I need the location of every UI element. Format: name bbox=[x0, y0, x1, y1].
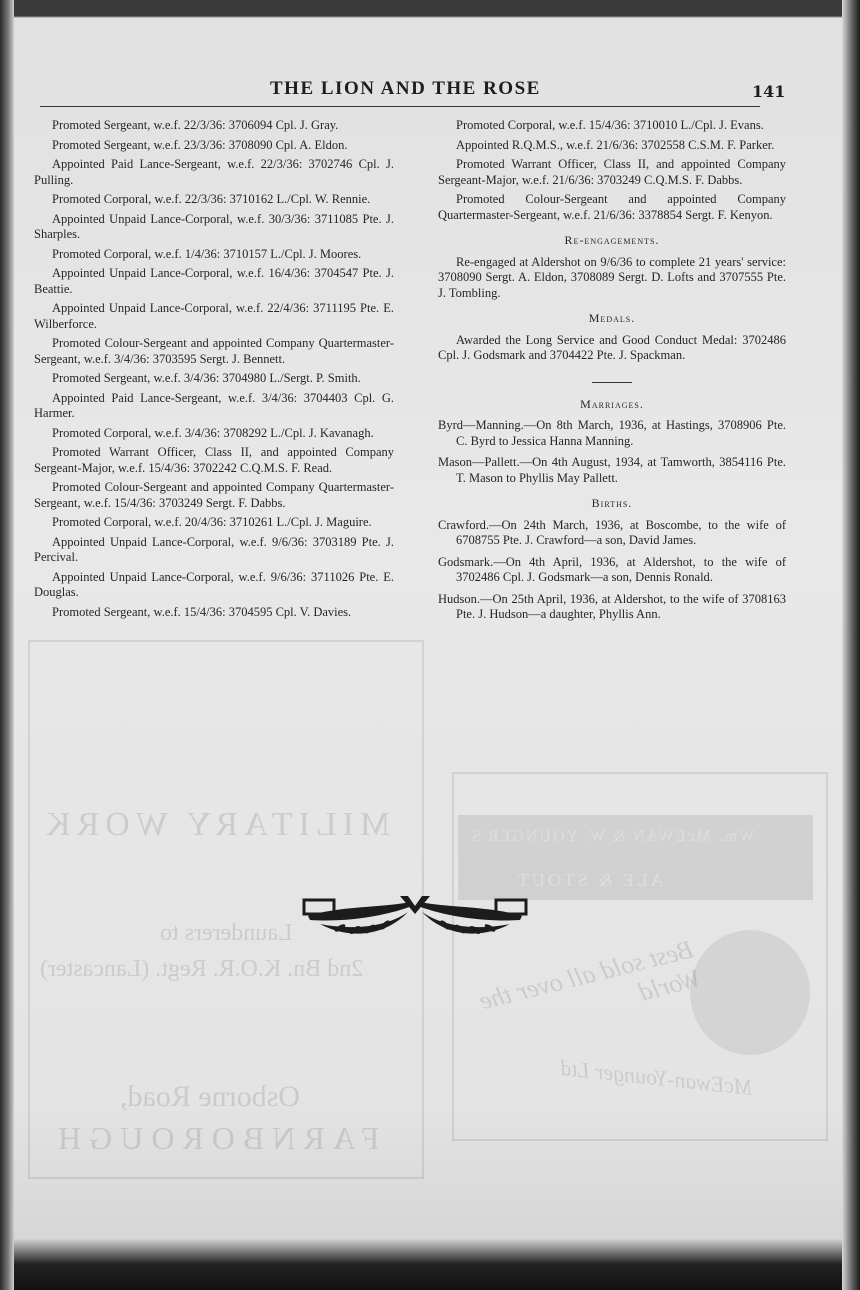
ghost-launderers: Launderers to bbox=[160, 920, 293, 946]
laurel-ornament-icon bbox=[300, 892, 530, 942]
birth-name: Crawford. bbox=[438, 517, 490, 532]
promotion-entry: Promoted Corporal, w.e.f. 20/4/36: 3710261 L./Cpl. J. Maguire. bbox=[52, 515, 372, 529]
right-column bbox=[438, 118, 786, 629]
promotion-entry: Promoted Corporal, w.e.f. 3/4/36: 3708292 L./Cpl. J. Kavanagh. bbox=[52, 425, 374, 440]
marriage-entry bbox=[438, 418, 786, 449]
promotion-entry: Promoted Corporal, w.e.f. 15/4/36: 3710010 L./Cpl. J. Evans. bbox=[456, 118, 764, 132]
ghost-military-work: MILITARY WORK bbox=[40, 806, 391, 843]
birth-entry bbox=[438, 555, 786, 586]
marriage-entry bbox=[438, 455, 786, 486]
promotion-entry: Appointed Unpaid Lance-Corporal, w.e.f. 30/3/36: 3711085 Pte. J. Sharples. bbox=[34, 211, 394, 241]
promotion-entry: Promoted Sergeant, w.e.f. 15/4/36: 3704595 Cpl. V. Davies. bbox=[52, 604, 352, 619]
promotion-entry: Promoted Colour-Sergeant and appointed Company Quartermaster-Sergeant, w.e.f. 3/4/36: 3703595 Sergt. J. Bennett. bbox=[34, 336, 394, 366]
birth-text: —On 25th April, 1936, at Aldershot, to the wife of 3708163 Pte. J. Hudson—a daughter, Phyllis Ann. bbox=[456, 591, 786, 621]
ghost-ale: ALE & STOUT bbox=[515, 870, 664, 890]
section-divider bbox=[592, 382, 632, 383]
promotion-entry: Appointed R.Q.M.S., w.e.f. 21/6/36: 3702558 C.S.M. F. Parker. bbox=[456, 137, 775, 152]
promotion-entry: Promoted Sergeant, w.e.f. 22/3/36: 3706094 Cpl. J. Gray. bbox=[52, 118, 339, 132]
promotion-entry: Appointed Paid Lance-Sergeant, w.e.f. 22/3/36: 3702746 Cpl. J. Pulling. bbox=[34, 157, 394, 187]
re-engagements-heading: Re-engagements. bbox=[564, 233, 660, 247]
promotion-entry: Promoted Warrant Officer, Class II, and appointed Company Sergeant-Major, w.e.f. 15/4/36: 3702242 C.Q.M.S. F. Read. bbox=[34, 445, 394, 475]
ghost-ad-medallion bbox=[690, 930, 810, 1055]
births-heading: Births. bbox=[591, 496, 633, 510]
medals-heading: Medals. bbox=[588, 311, 636, 325]
birth-name: Godsmark. bbox=[438, 554, 494, 569]
promotion-entry: Promoted Warrant Officer, Class II, and appointed Company Sergeant-Major, w.e.f. 21/6/36: 3703249 C.Q.M.S. F. Dabbs. bbox=[438, 157, 786, 187]
promotion-entry: Appointed Unpaid Lance-Corporal, w.e.f. 9/6/36: 3703189 Pte. J. Percival. bbox=[34, 534, 394, 564]
birth-entry bbox=[438, 518, 786, 549]
promotion-entry: Promoted Sergeant, w.e.f. 3/4/36: 3704980 L./Sergt. P. Smith. bbox=[52, 371, 361, 385]
book-spine-shadow bbox=[0, 0, 14, 1290]
page-title: THE LION AND THE ROSE bbox=[270, 78, 541, 99]
ghost-town: FARNBOROUGH bbox=[50, 1120, 380, 1156]
promotion-entry: Promoted Colour-Sergeant and appointed Company Quartermaster-Sergeant, w.e.f. 21/6/36: 3378854 Sergt. F. Kenyon. bbox=[438, 192, 786, 222]
page-number: 141 bbox=[752, 82, 786, 101]
birth-text: —On 4th April, 1936, at Aldershot, to the wife of 3702486 Cpl. J. Godsmark—a son, Dennis Ronald. bbox=[456, 554, 786, 584]
birth-text: —On 24th March, 1936, at Boscombe, to the wife of 6708755 Pte. J. Crawford—a son, David James. bbox=[456, 517, 786, 547]
ghost-road: Osborne Road, bbox=[120, 1080, 300, 1113]
marriage-names: Byrd—Manning. bbox=[438, 418, 524, 432]
left-column bbox=[34, 118, 394, 624]
marriage-text: —On 8th March, 1936, at Hastings, 3708906 Pte. C. Byrd to Jessica Hanna Manning. bbox=[456, 418, 786, 448]
promotion-entry: Promoted Sergeant, w.e.f. 23/3/36: 3708090 Cpl. A. Eldon. bbox=[52, 137, 348, 152]
marriages-heading: Marriages. bbox=[580, 396, 644, 411]
ghost-brewer: Wm. McEWAN & W. YOUNGER'S bbox=[470, 828, 755, 845]
promotion-entry: Appointed Paid Lance-Sergeant, w.e.f. 3/4/36: 3704403 Cpl. G. Harmer. bbox=[34, 390, 394, 420]
marriage-names: Mason—Pallett. bbox=[438, 455, 520, 469]
header-rule bbox=[40, 106, 760, 107]
promotion-entry: Promoted Corporal, w.e.f. 22/3/36: 3710162 L./Cpl. W. Rennie. bbox=[52, 192, 371, 206]
promotion-entry: Appointed Unpaid Lance-Corporal, w.e.f. 9/6/36: 3711026 Pte. E. Douglas. bbox=[34, 569, 394, 599]
ghost-maker: McEwan-Younger Ltd bbox=[559, 1054, 754, 1101]
promotion-entry: Promoted Corporal, w.e.f. 1/4/36: 3710157 L./Cpl. J. Moores. bbox=[52, 246, 362, 261]
promotion-entry: Promoted Colour-Sergeant and appointed Company Quartermaster-Sergeant, w.e.f. 15/4/36: 3703249 Sergt. F. Dabbs. bbox=[34, 480, 394, 510]
birth-name: Hudson. bbox=[438, 591, 481, 606]
ghost-regiment: 2nd Bn. K.O.R. Regt. (Lancaster) bbox=[40, 956, 364, 982]
marriage-text: —On 4th August, 1934, at Tamworth, 3854116 Pte. T. Mason to Phyllis May Pallett. bbox=[456, 455, 786, 485]
promotion-entry: Appointed Unpaid Lance-Corporal, w.e.f. 16/4/36: 3704547 Pte. J. Beattie. bbox=[34, 266, 394, 296]
birth-entry bbox=[438, 592, 786, 623]
re-engagements-text: Re-engaged at Aldershot on 9/6/36 to complete 21 years' service: 3708090 Sergt. A. Eldon, 3708089 Sergt. D. Lofts and 3707555 Pte. J. Tombling. bbox=[438, 254, 786, 300]
promotion-entry: Appointed Unpaid Lance-Corporal, w.e.f. 22/4/36: 3711195 Pte. E. Wilberforce. bbox=[34, 301, 394, 331]
medals-text: Awarded the Long Service and Good Conduct Medal: 3702486 Cpl. J. Godsmark and 3704422 Pte. J. Spackman. bbox=[438, 332, 786, 362]
page-edge-shadow bbox=[842, 0, 860, 1290]
ghost-slogan: Best sold all over the World bbox=[476, 934, 704, 1016]
